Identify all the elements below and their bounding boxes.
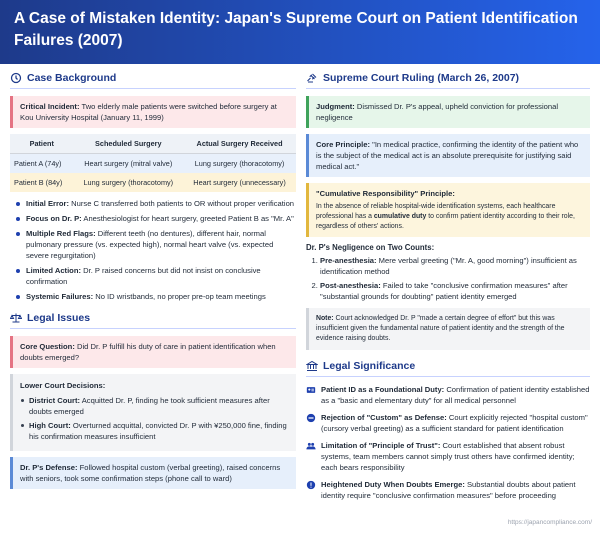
bullet-text: Nurse C transferred both patients to OR without proper verification (69, 199, 295, 208)
negligence-text: Failed to take "conclusive confirmation measures" after "substantial grounds for doubting" patient identity emerged (320, 281, 568, 301)
page-title: A Case of Mistaken Identity: Japan's Supreme Court on Patient Identification Failures (2007) (14, 10, 578, 49)
core-question-box (10, 336, 296, 368)
significance-label: Heightened Duty When Doubts Emerge: (321, 480, 465, 489)
table-cell: Patient B (84y) (10, 173, 74, 192)
significance-label: Rejection of "Custom" as Defense: (321, 413, 447, 422)
table-header: Patient (10, 134, 74, 154)
table-cell: Lung surgery (thoracotomy) (183, 154, 296, 174)
table-header: Actual Surgery Received (183, 134, 296, 154)
page-header (0, 0, 600, 64)
court-text: Acquitted Dr. P, finding he took sufficient measures after doubts emerged (29, 396, 270, 416)
negligence-label: Pre-anesthesia: (320, 256, 377, 265)
table-cell: Patient A (74y) (10, 154, 74, 174)
gavel-icon (306, 72, 318, 84)
significance-label: Patient ID as a Foundational Duty: (321, 385, 445, 394)
list-item (320, 280, 590, 302)
bullet-text: Different teeth (no dentures), different hair, normal pulmonary pressure (vs. expected high), normal heart valve (vs. expected severe regurgitation) (26, 229, 274, 260)
bullet-text: Anesthesiologist for heart surgery, greeted Patient B as "Mr. A" (81, 214, 294, 223)
lower-court-title: Lower Court Decisions: (20, 381, 106, 390)
defense-label: Dr. P's Defense: (20, 463, 78, 472)
list-item (16, 228, 296, 261)
significance-text: Confirmation of patient identity established as a "basic and elementary duty" for all medical personnel (321, 385, 590, 405)
principle-text: "In medical practice, confirming the identity of the patient who is the subject of the medical act is an absolute prerequisite for justifying said medical act." (316, 140, 579, 171)
list-item (16, 265, 296, 287)
incident-text: Two elderly male patients were switched before surgery at Kou University Hospital (January 11, 1999) (20, 102, 277, 122)
institution-icon (306, 360, 318, 372)
table-cell: Lung surgery (thoracotomy) (74, 173, 184, 192)
bullet-label: Systemic Failures: (26, 292, 94, 301)
no-entry-icon (306, 413, 316, 423)
court-label: High Court: (29, 421, 71, 430)
significance-text: Court established that absent robust systems, team members cannot simply trust others have confirmed identity; each bears responsibility (321, 441, 575, 472)
list-item (20, 420, 289, 442)
ruling-title: Supreme Court Ruling (March 26, 2007) (323, 72, 520, 84)
case-background-heading (10, 72, 296, 89)
bullet-text: Dr. P raised concerns but did not insist on conclusive confirmation (26, 266, 261, 286)
principle-label: Core Principle: (316, 140, 371, 149)
court-text: Overturned acquittal, convicted Dr. P with ¥250,000 fine, finding his confirmation measures insufficient (29, 421, 287, 441)
bullet-label: Limited Action: (26, 266, 81, 275)
scale-icon (10, 312, 22, 324)
critical-incident-box (10, 96, 296, 128)
judgment-box (306, 96, 590, 128)
bullet-label: Multiple Red Flags: (26, 229, 96, 238)
list-item (320, 255, 590, 277)
core-principle-box (306, 134, 590, 177)
significance-label: Limitation of "Principle of Trust": (321, 441, 441, 450)
right-column (306, 72, 590, 507)
negligence-text: Mere verbal greeting ("Mr. A, good morning") insufficient as identification method (320, 256, 577, 276)
significance-item (306, 479, 590, 501)
defense-text: Followed hospital custom (verbal greeting), raised concerns with seniors, took some confirmation steps (phone call to ward) (20, 463, 281, 483)
cumulative-post: to confirm patient identity according to their role, regardless of others' actions. (316, 213, 575, 230)
significance-item (306, 412, 590, 434)
history-icon (10, 72, 22, 84)
alert-icon (306, 480, 316, 490)
court-label: District Court: (29, 396, 81, 405)
list-item (16, 213, 296, 224)
core-question-label: Core Question: (20, 342, 75, 351)
cumulative-bold: cumulative duty (373, 213, 427, 220)
case-background-title: Case Background (27, 72, 117, 84)
team-icon (306, 441, 316, 451)
cumulative-pre: In the absence of reliable hospital-wide identification systems, each healthcare professional has a (316, 203, 556, 220)
left-column (10, 72, 296, 495)
cumulative-title: "Cumulative Responsibility" Principle: (316, 189, 455, 198)
significance-text: Substantial doubts about patient identity require "conclusive confirmation measures" before proceeding (321, 480, 576, 500)
table-cell: Heart surgery (mitral valve) (74, 154, 184, 174)
list-item (16, 291, 296, 302)
id-card-icon (306, 385, 316, 395)
significance-item (306, 384, 590, 406)
lower-court-box (10, 374, 296, 451)
cumulative-box (306, 183, 590, 237)
negligence-list (306, 255, 590, 302)
table-header-row (10, 134, 296, 154)
defense-box (10, 457, 296, 489)
significance-text: Court explicitly rejected "hospital custom" (cursory verbal greeting) as a sufficient standard for patient identification (321, 413, 588, 433)
background-bullets (16, 198, 296, 302)
bullet-text: No ID wristbands, no proper pre-op team meetings (93, 292, 266, 301)
core-question-text: Did Dr. P fulfill his duty of care in patient identification when doubts emerged? (20, 342, 276, 362)
patient-table (10, 134, 296, 192)
ruling-heading (306, 72, 590, 89)
significance-heading (306, 360, 590, 377)
bullet-label: Initial Error: (26, 199, 70, 208)
negligence-title: Dr. P's Negligence on Two Counts: (306, 243, 435, 252)
significance-item (306, 440, 590, 473)
significance-title: Legal Significance (323, 360, 416, 372)
list-item (16, 198, 296, 209)
table-row (10, 154, 296, 174)
table-row (10, 173, 296, 192)
cumulative-text (316, 202, 583, 232)
list-item (20, 395, 289, 417)
judgment-label: Judgment: (316, 102, 355, 111)
table-cell: Heart surgery (unnecessary) (183, 173, 296, 192)
table-header: Scheduled Surgery (74, 134, 184, 154)
incident-label: Critical Incident: (20, 102, 80, 111)
note-text: Court acknowledged Dr. P "made a certain degree of effort" but this was insufficient given the fundamental nature of patient identity and the strength of the evidence raising doubts. (316, 315, 565, 342)
judgment-text: Dismissed Dr. P's appeal, upheld conviction for professional negligence (316, 102, 559, 122)
bullet-label: Focus on Dr. P: (26, 214, 82, 223)
negligence-label: Post-anesthesia: (320, 281, 381, 290)
legal-issues-title: Legal Issues (27, 312, 91, 324)
footer-url: https://japancompliance.com/ (507, 519, 592, 526)
note-box (306, 308, 590, 350)
legal-issues-heading (10, 312, 296, 329)
note-label: Note: (316, 315, 334, 322)
